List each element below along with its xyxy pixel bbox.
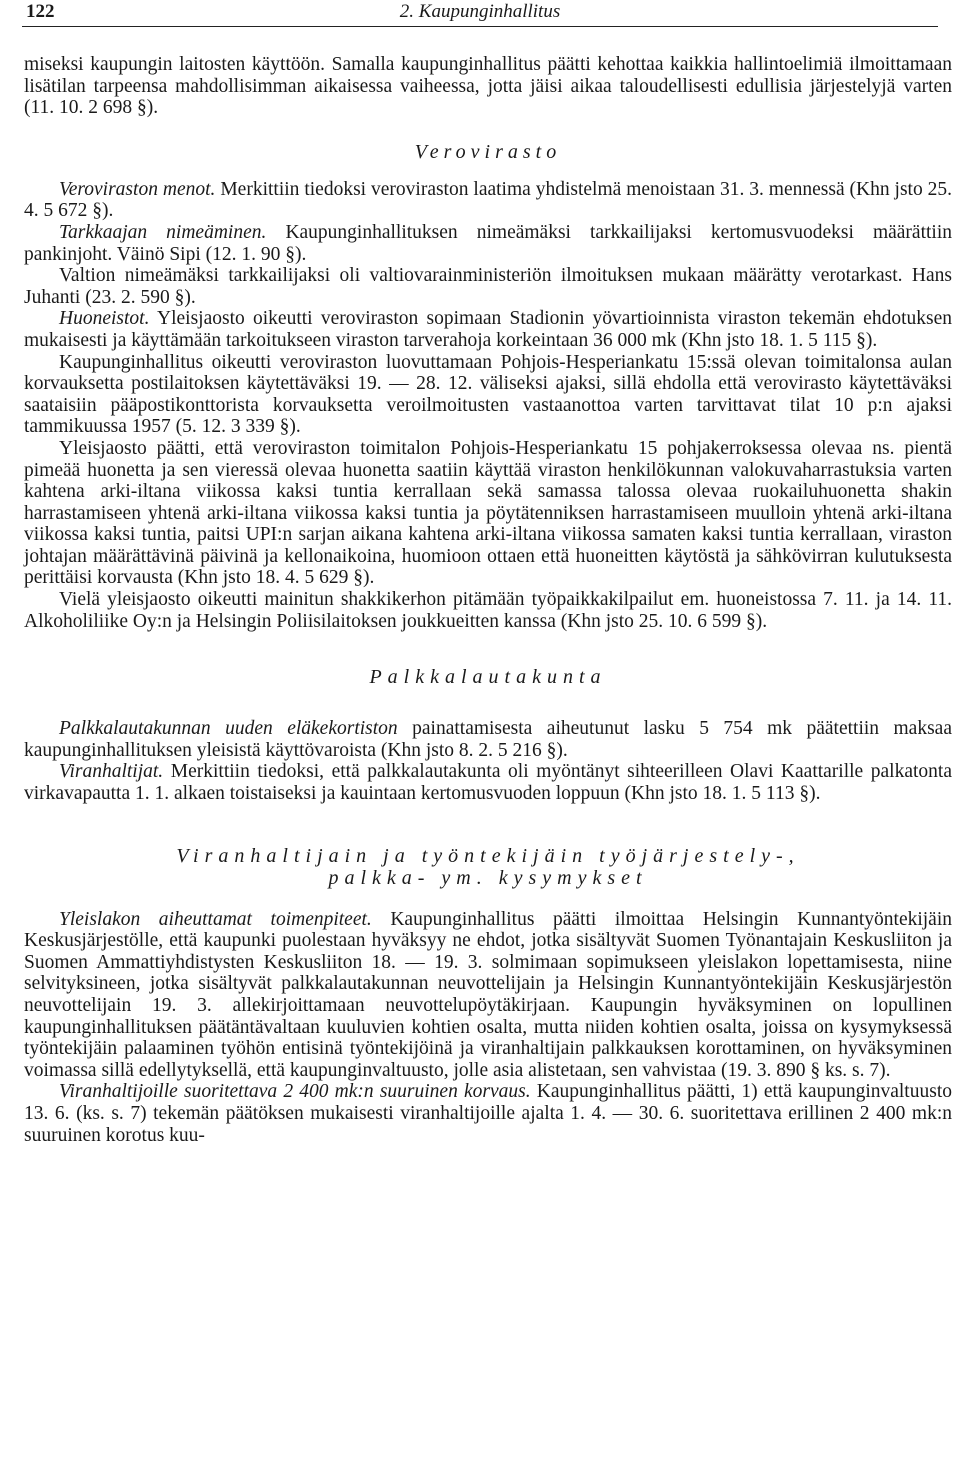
- paragraph-huoneistot: [24, 308, 952, 351]
- paragraph-viranhaltijat: [24, 761, 952, 804]
- paragraph-text: Kaupunginhallitus oikeutti veroviraston luovuttamaan Pohjois-Hesperiankatu 15:ssä olevan toimitalonsa aulan korvauksetta postilaitoksen käytettäväksi 19. — 28. 12. väliseksi ajaksi, sillä ehdolla että verovirasto käytettäväksi saataisiin pääpostikonttorista korvauksetta veroilmoitusten vastaanottoa varten tarvittavat tilat 10 p:n ajaksi tammikuussa 1957 (5. 12. 3 339 §).: [24, 351, 952, 438]
- paragraph-lead: Tarkkaajan nimeäminen.: [59, 221, 267, 243]
- paragraph-text: Valtion nimeämäksi tarkkailijaksi oli valtiovarainministeriön ilmoituksen mukaan määrätty verotarkast. Hans Juhanti (23. 2. 590 §).: [24, 265, 952, 308]
- paragraph-text: painattamisesta aiheutunut lasku 5 754 mk päätettiin maksaa kaupunginhallituksen yleisistä käyttövaroista (Khn jsto 8. 2. 5 216 §).: [24, 718, 952, 761]
- paragraph-lead: Huoneistot.: [59, 308, 150, 330]
- paragraph-text: Kaupunginhallituksen nimeämäksi tarkkailijaksi kertomusvuodeksi määrättiin pankinjoht. Väinö Sipi (12. 1. 90 §).: [24, 221, 952, 265]
- intro-paragraph: [24, 54, 952, 119]
- paragraph-text: Yleisjaosto oikeutti veroviraston sopimaan Stadionin yövartioinnista viraston tekemän ehdotuksen mukaisesti ja käyttämään tarkoitukseen viraston tarverahoja korkeintaan 36 000 mk (Khn jsto 18. 1. 5 115 §).: [24, 308, 952, 351]
- paragraph-text: Yleisjaosto päätti, että veroviraston toimitalon Pohjois-Hesperiankatu 15 pohjakerroksessa olevaa ns. pientä pimeää huonetta ja sen vieressä olevaa huonetta saatiin käyttää viraston henkilökunnan valokuvaharrastuksia varten kahtena arki-iltana viikossa kaksi tuntia kerrallaan sekä samassa talossa olevaa ruokailuhuonetta shakin harrastamiseen yhtenä arki-iltana viikossa kaksi tuntia ja pöytätenniksen harrastamiseen muulloin yhtenä arki-iltana viikossa kaksi tuntia, paitsi UPI:n sarjan aikana kahtena arki-iltana viikossa samaten kaksi tuntia kerrallaan, viraston johtajan määrättävinä päivinä ja kellonaikoina, huomioon ottaen että huoneitten käytöstä ja sähkövirran kulutuksesta perittäisi korvausta (Khn jsto 18. 4. 5 629 §).: [24, 437, 952, 589]
- paragraph-aula: [24, 352, 952, 438]
- paragraph-valtion-tarkkailija: [24, 265, 952, 308]
- paragraph-veroviraston-menot: [24, 179, 952, 222]
- section-heading-verovirasto: Verovirasto: [414, 140, 562, 163]
- paragraph-lead: Palkkalautakunnan uuden eläkekortiston: [59, 718, 398, 740]
- paragraph-shakkikerho: [24, 589, 952, 632]
- paragraph-lead: Yleislakon aiheuttamat toimenpiteet.: [59, 908, 372, 930]
- paragraph-yleislakko: [24, 909, 952, 1082]
- section-heading-viranhaltijain: [24, 845, 952, 889]
- heading-line: Viranhaltijain ja työntekijäin työjärjestely-,: [176, 844, 800, 867]
- paragraph-elakekortisto: [24, 718, 952, 761]
- heading-line: palkka- ym. kysymykset: [328, 866, 648, 889]
- paragraph-text: Kaupunginhallitus päätti ilmoittaa Helsingin Kunnantyöntekijäin Keskusjärjestölle, että kaupunki puolestaan hyväksyy ne ehdot, jotka sisältyvät Suomen Työnantajain Keskusliiton ja Suomen Ammattiyhdistysten Keskusliiton 18. — 19. 3. solmimaan sopimukseen yleislakon lopettamisesta, niine selvityksineen, jotka sisältyvät palkkalautakunnan neuvottelijain ja Helsingin Kunnantyöntekijäin Keskusjärjestön neuvottelijain 19. 3. allekirjoittamaan neuvottelupöytäkirjaan. Kaupungin hyväksyminen on lopullinen kaupunginhallituksen päätäntävaltaan kuuluvien kohtien osalta, mutta niiden kohtien osalta, joissa on kysymyksessä työntekijäin palaaminen työhön entisinä työntekijöinä ja viranhaltijain palkkauksen korottaminen, on hyväksyminen voimassa sillä edellytyksellä, että kaupunginvaltuusto, jolle asia alistetaan, sen vahvistaa (19. 3. 890 § ks. s. 7).: [24, 908, 953, 1081]
- running-header: [22, 0, 938, 27]
- paragraph-harrastukset: [24, 438, 952, 589]
- paragraph-text: Kaupunginhallitus päätti, 1) että kaupunginvaltuusto 13. 6. (ks. s. 7) tekemän päätöksen mukaisesti viranhaltijoille ajalta 1. 4. — 30. 6. suoritettava erillinen 2 400 mk:n suuruinen korotus kuu-: [24, 1081, 952, 1146]
- paragraph-lead: Veroviraston menot.: [59, 178, 216, 200]
- paragraph-lead: Viranhaltijoille suoritettava 2 400 mk:n suuruinen korvaus.: [59, 1081, 531, 1103]
- paragraph-text: Merkittiin tiedoksi veroviraston laatima yhdistelmä menoistaan 31. 3. mennessä (Khn jsto 25. 4. 5 672 §).: [24, 178, 953, 222]
- chapter-title: 2. Kaupunginhallitus: [399, 1, 561, 22]
- section-heading-palkkalautakunta: Palkkalautakunta: [369, 666, 607, 689]
- intro-text: miseksi kaupungin laitosten käyttöön. Samalla kaupunginhallitus päätti kehottaa kaikkia hallintoelimiä ilmoittamaan lisätilan tarpeensa mahdollisimman aikaisessa vaiheessa, jotta jäisi aikaa taloudellisesti edullisia järjestelyjä varten (11. 10. 2 698 §).: [24, 54, 952, 119]
- paragraph-text: Vielä yleisjaosto oikeutti mainitun shakkikerhon pitämään työpaikkakilpailut em. huoneistossa 7. 11. ja 14. 11. Alkoholiliike Oy:n ja Helsingin Poliisilaitoksen joukkueitten kanssa (Khn jsto 25. 10. 6 599 §).: [24, 589, 952, 632]
- paragraph-korvaus: [24, 1081, 952, 1146]
- paragraph-tarkkaajan-nimeaminen: [24, 222, 952, 265]
- paragraph-text: Merkittiin tiedoksi, että palkkalautakunta oli myöntänyt sihteerilleen Olavi Kaattarille palkatonta virkavapautta 1. 1. alkaen toistaiseksi ja kauintaan kertomusvuoden loppuun (Khn jsto 18. 1. 5 113 §).: [24, 761, 952, 805]
- body-text: [24, 54, 952, 1146]
- page-number: 122: [26, 1, 55, 22]
- paragraph-lead: Viranhaltijat.: [59, 761, 164, 783]
